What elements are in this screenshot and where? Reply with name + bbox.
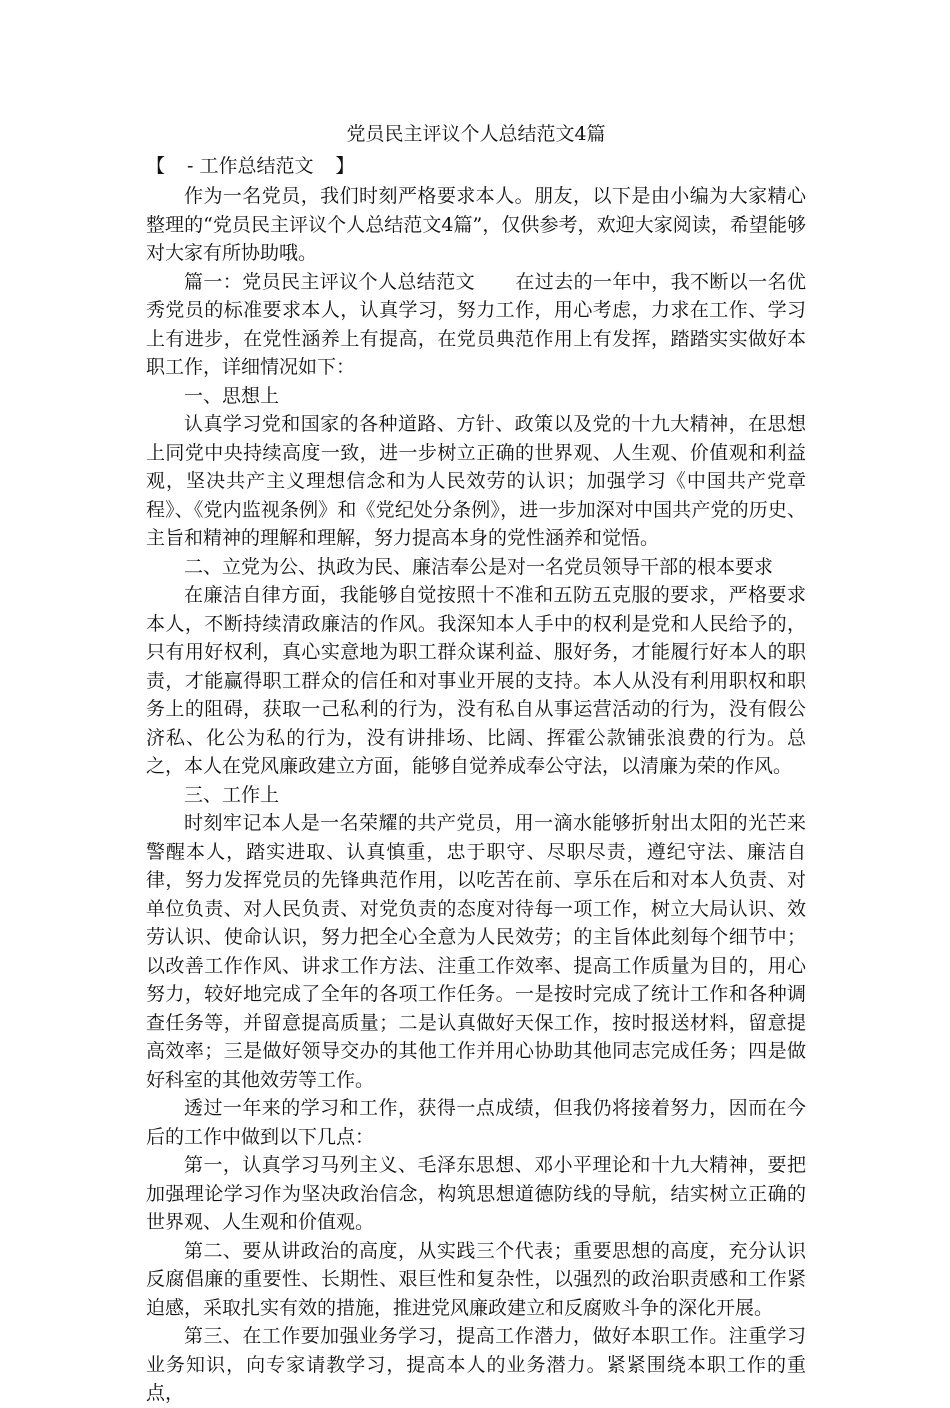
document-page — [146, 118, 806, 1408]
intro-paragraph: 作为一名党员，我们时刻严格要求本人。朋友，以下是由小编为大家精心整理的“党员民主评议个人总结范文4篇”，仅供参考，欢迎大家阅读，希望能够对大家有所协助哦。 — [146, 185, 806, 264]
body-paragraph-second: 第二、要从讲政治的高度，从实践三个代表；重要思想的高度，充分认识反腐倡廉的重要性、长期性、艰巨性和复杂性，以强烈的政治职责感和工作紧迫感，采取扎实有效的措施，推进党风廉政建立和反腐败斗争的深化开展。 — [146, 1239, 806, 1319]
body-paragraph-work: 时刻牢记本人是一名荣耀的共产党员，用一滴水能够折射出太阳的光芒来警醒本人，踏实进取、认真慎重，忠于职守、尽职尽责，遵纪守法、廉洁自律，努力发挥党员的先锋典范作用，以吃苦在前、享乐在后和对本人负责、对单位负责、对人民负责、对党负责的态度对待每一项工作，树立大局认识、效劳认识、使命认识，努力把全心全意为人民效劳；的主旨体此刻每个细节中；以改善工作作风、讲求工作方法、注重工作效率、提高工作质量为目的，用心努力，较好地完成了全年的各项工作任务。一是按时完成了统计工作和各种调查任务等，并留意提高质量；二是认真做好天保工作，按时报送材料，留意提高效率；三是做好领导交办的其他工作并用心协助其他同志完成任务；四是做好科室的其他效劳等工作。 — [146, 812, 806, 1091]
body-paragraph-thought: 认真学习党和国家的各种道路、方针、政策以及党的十九大精神，在思想上同党中央持续高度一致，进一步树立正确的世界观、人生观、价值观和利益观，坚决共产主义理想信念和为人民效劳的认识；加强学习《中国共产党章程》、《党内监视条例》和《党纪处分条例》，进一步加深对中国共产党的历史、主旨和精神的理解和理解，努力提高本身的党性涵养和觉悟。 — [146, 413, 806, 549]
category-line — [146, 150, 806, 182]
article-one-paragraph — [146, 268, 806, 382]
category-label: - 工作总结范文 — [187, 155, 314, 177]
body-paragraph-summary: 透过一年来的学习和工作，获得一点成绩，但我仍将接着努力，因而在今后的工作中做到以下几点： — [146, 1097, 806, 1148]
article-one-text: 在过去的一年中，我不断以一名优秀党员的标准要求本人，认真学习，努力工作，用心考虑，力求在工作、学习上有进步，在党性涵养上有提高，在党员典范作用上有发挥，踏踏实实做好本职工作，详细情况如下： — [146, 270, 806, 378]
body-paragraph-integrity: 在廉洁自律方面，我能够自觉按照十不准和五防五克服的要求，严格要求本人，不断持续清政廉洁的作风。我深知本人手中的权利是党和人民给予的，只有用好权利，真心实意地为职工群众谋利益、服好务，才能履行好本人的职责，才能赢得职工群众的信任和对事业开展的支持。本人从没有利用职权和职务上的阻碍，获取一己私利的行为，没有私自从事运营活动的行为，没有假公济私、化公为私的行为，没有讲排场、比阔、挥霍公款铺张浪费的行为。总之，本人在党风廉政建立方面，能够自觉养成奉公守法，以清廉为荣的作风。 — [146, 584, 806, 777]
body-paragraph-first: 第一，认真学习马列主义、毛泽东思想、邓小平理论和十九大精神，要把加强理论学习作为坚决政治信念，构筑思想道德防线的导航，结实树立正确的世界观、人生观和价值观。 — [146, 1154, 806, 1233]
document-title: 党员民主评议个人总结范文4篇 — [346, 123, 606, 145]
body-paragraph-third: 第三、在工作要加强业务学习，提高工作潜力，做好本职工作。注重学习业务知识，向专家请教学习，提高本人的业务潜力。紧紧围绕本职工作的重点， — [146, 1325, 806, 1404]
category-close-bracket: 】 — [335, 155, 355, 177]
section-heading-thought: 一、思想上 — [184, 384, 280, 407]
category-open-bracket: 【 — [146, 155, 166, 177]
section-heading-work: 三、工作上 — [184, 783, 280, 806]
section-heading-integrity: 二、立党为公、执政为民、廉洁奉公是对一名党员领导干部的根本要求 — [184, 555, 774, 578]
article-one-lead: 篇一：党员民主评议个人总结范文 — [184, 270, 475, 293]
